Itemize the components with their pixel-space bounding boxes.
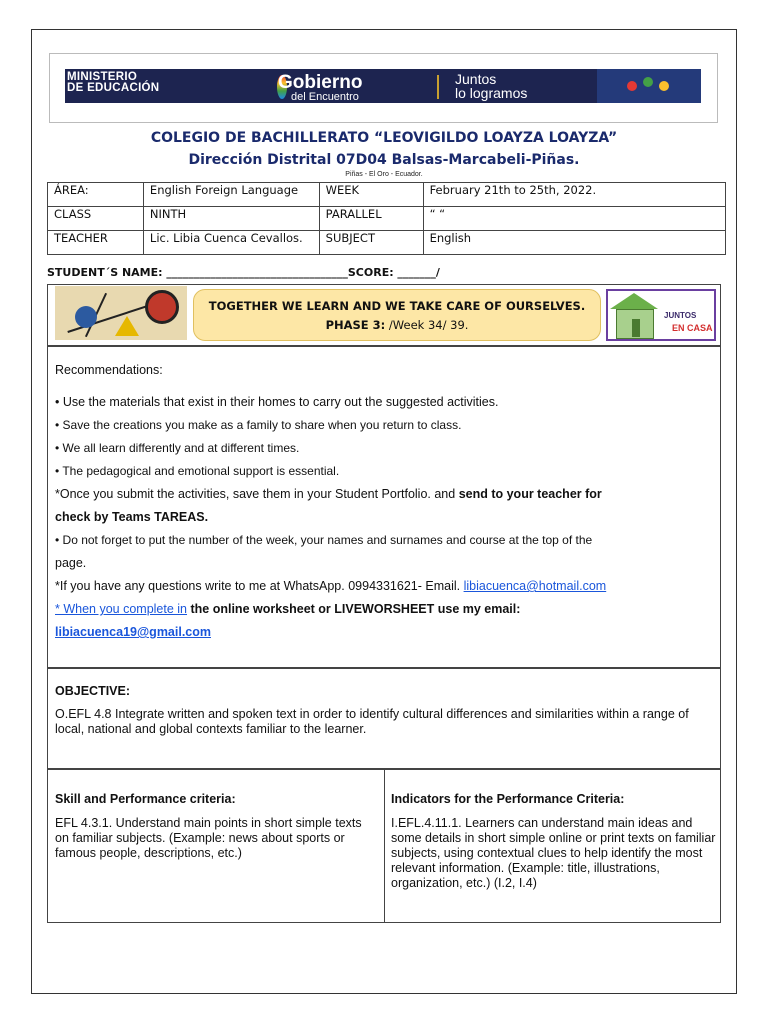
student-name-score-line: STUDENT´S NAME: _________________________________SCORE: _______/ <box>47 266 440 279</box>
list-item <box>55 621 211 643</box>
criteria-box <box>47 769 721 923</box>
motto-banner <box>193 289 601 341</box>
abstract-art-image <box>55 286 187 340</box>
teacher-label: TEACHER <box>48 231 144 255</box>
objective-box <box>47 668 721 769</box>
item7-text: *If you have any questions write to me at WhatsApp. 0994331621- Email. <box>55 579 464 593</box>
recommendations-box <box>47 346 721 668</box>
list-item <box>55 483 602 505</box>
area-value: English Foreign Language <box>143 183 319 207</box>
government-banner <box>65 69 701 103</box>
school-district: Dirección Distrital 07D04 Balsas-Marcabeli-Piñas. <box>188 152 580 168</box>
school-location: Piñas - El Oro - Ecuador. <box>345 171 423 178</box>
list-item <box>55 575 606 597</box>
info-table <box>47 182 726 255</box>
class-value: NINTH <box>143 207 319 231</box>
house-icon <box>610 293 658 309</box>
phase-label: PHASE 3: <box>325 318 386 332</box>
phase-value: /Week 34/ 39. <box>385 318 469 332</box>
list-item: • We all learn differently and at different times. <box>55 441 300 455</box>
item5-continued: check by Teams TAREAS. <box>55 510 209 524</box>
table-row <box>48 207 726 231</box>
list-item: • Use the materials that exist in their homes to carry out the suggested activities. <box>55 395 499 409</box>
gobierno-title: Gobierno <box>278 72 363 93</box>
parallel-value: “ “ <box>423 207 725 231</box>
en-casa-label: EN CASA <box>672 323 713 333</box>
ministry-line-1: MINISTERIO <box>67 71 138 83</box>
juntos-label: JUNTOS <box>664 311 697 320</box>
criteria-divider <box>384 770 385 922</box>
item5-text: *Once you submit the activities, save them in your Student Portfolio. and <box>55 487 459 501</box>
ministry-line-2: DE EDUCACIÓN <box>67 82 160 94</box>
week-label: WEEK <box>319 183 423 207</box>
list-item: • Do not forget to put the number of the week, your names and surnames and course at the top of the <box>55 533 593 547</box>
skill-criteria-text: EFL 4.3.1. Understand main points in short simple texts on familiar subjects. (Example: news about sports or famous people, descriptions, etc.) <box>55 816 362 860</box>
list-item: • Save the creations you make as a family to share when you return to class. <box>55 418 462 432</box>
list-item: • The pedagogical and emotional support is essential. <box>55 464 340 478</box>
table-row <box>48 231 726 255</box>
subject-value: English <box>423 231 725 255</box>
when-you-complete-link[interactable]: * When you complete in <box>55 602 188 616</box>
area-label: ÁREA: <box>48 183 144 207</box>
indicators-column <box>391 792 716 891</box>
parallel-label: PARALLEL <box>319 207 423 231</box>
juntos-en-casa-logo <box>606 289 716 341</box>
indicators-title: Indicators for the Performance Criteria: <box>391 792 625 806</box>
subject-label: SUBJECT <box>319 231 423 255</box>
slogan <box>455 72 527 100</box>
gmail-email-link[interactable]: libiacuenca19@gmail.com <box>55 625 211 639</box>
class-label: CLASS <box>48 207 144 231</box>
motto-text: TOGETHER WE LEARN AND WE TAKE CARE OF OURSELVES. <box>208 299 586 313</box>
phase-line <box>194 318 600 332</box>
school-name: COLEGIO DE BACHILLERATO “LEOVIGILDO LOAYZA LOAYZA” <box>150 130 618 146</box>
hotmail-email-link[interactable]: libiacuenca@hotmail.com <box>463 579 607 593</box>
list-item <box>55 598 520 620</box>
item6-continued: page. <box>55 556 87 570</box>
skill-criteria-column <box>55 792 375 861</box>
teacher-value: Lic. Libia Cuenca Cevallos. <box>143 231 319 255</box>
week-value: February 21th to 25th, 2022. <box>423 183 725 207</box>
objective-text: O.EFL 4.8 Integrate written and spoken text in order to identify cultural differences and similarities within a range of local, national and global contexts familiar to the learner. <box>55 707 689 736</box>
indicators-text: I.EFL.4.11.1. Learners can understand main ideas and some details in short simple online or print texts on familiar subjects, using contextual clues to help identify the most relevant information. (Example: title, illustrations, organization, etc.) (I.2, I.4) <box>391 816 716 890</box>
ministry-logo <box>67 72 159 94</box>
skill-criteria-title: Skill and Performance criteria: <box>55 792 236 806</box>
item8-bold: the online worksheet or LIVEWORSHEET use my email: <box>187 602 521 616</box>
objective-title: OBJECTIVE: <box>55 684 131 698</box>
slogan-line-2: lo logramos <box>455 85 528 101</box>
school-logo-icon <box>597 69 701 103</box>
recommendations-title: Recommendations: <box>55 363 163 377</box>
table-row <box>48 183 726 207</box>
item5-bold: send to your teacher for <box>458 487 602 501</box>
slogan-line-1: Juntos <box>455 71 497 87</box>
banner-divider <box>437 75 439 99</box>
gobierno-subtitle: del Encuentro <box>291 91 359 103</box>
